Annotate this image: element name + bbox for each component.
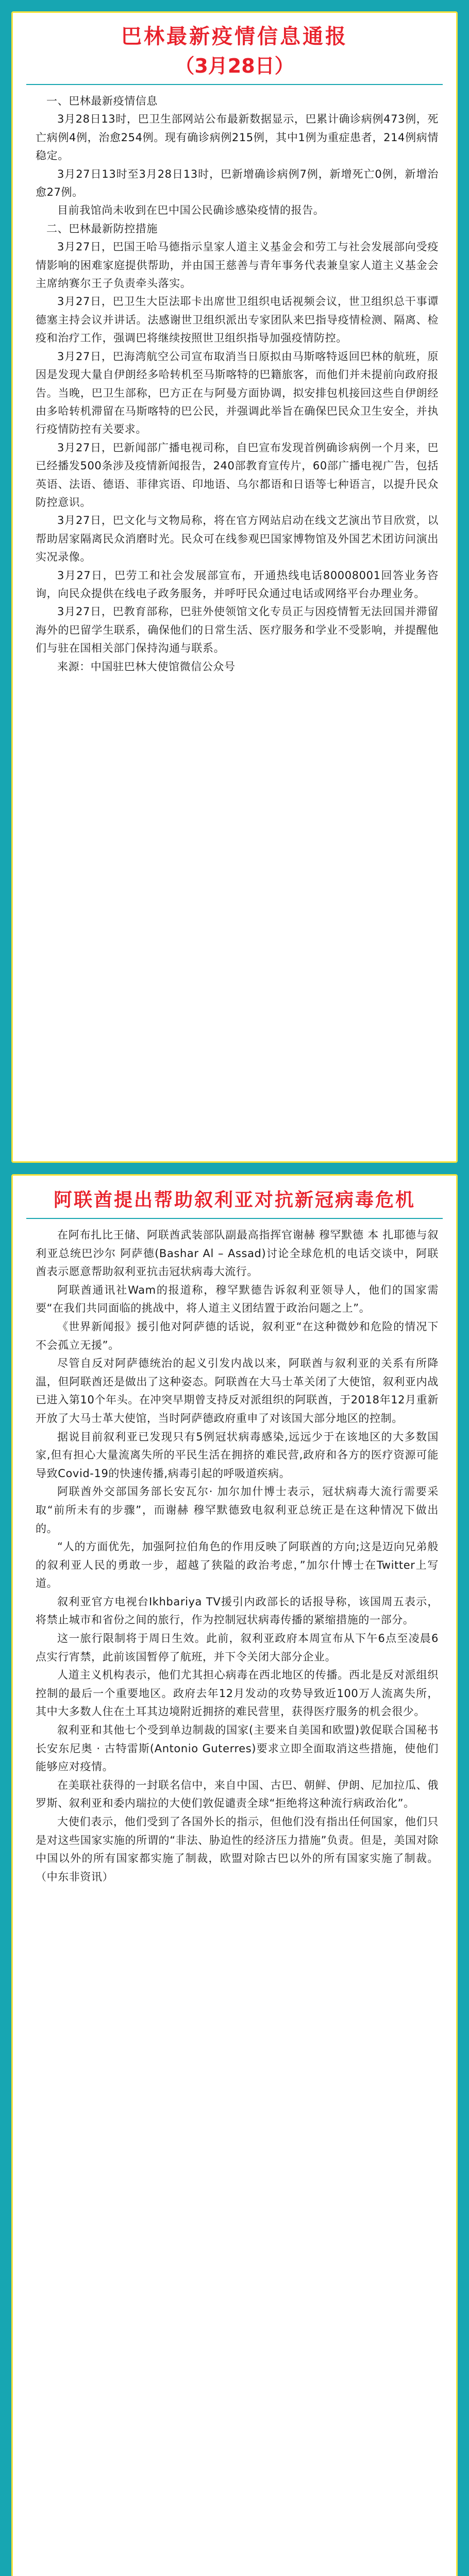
paragraph: 尽管自反对阿萨德统治的起义引发内战以来，阿联酋与叙利亚的关系有所降温，但阿联酋还是做出了这种姿态。阿联酋在大马士革关闭了大使馆，叙利亚内战已进入第10个年头。在冲突早期曾支持反对派组织的阿联酋，于2018年12月重新开放了大马士革大使馆，当时阿萨德政府重申了对该国大部分地区的控制。 <box>36 1357 439 1425</box>
section-heading: 二、巴林最新防控措施 <box>46 222 158 235</box>
paragraph: 据说目前叙利亚已发现只有5例冠状病毒感染,远远少于在该地区的大多数国家,但有担心大量流离失所的平民生活在拥挤的难民营,政府和各方的医疗资源可能导致Covid-19的快速传播,病毒引起的呼吸道疾病。 <box>36 1430 439 1480</box>
source-line: 来源：中国驻巴林大使馆微信公众号 <box>57 660 236 673</box>
bahrain-notice-date: （3月28日） <box>175 55 294 77</box>
paragraph: 阿联酋通讯社Wam的报道称，穆罕默德告诉叙利亚领导人，他们的国家需要“在我们共同面临的挑战中，将人道主义团结置于政治问题之上”。 <box>36 1283 439 1315</box>
paragraph: 3月28日13时，巴卫生部网站公布最新数据显示，巴累计确诊病例473例，死亡病例4例，治愈254例。现有确诊病例215例，其中1例为重症患者，214例病情稳定。 <box>36 113 439 162</box>
paragraph: 3月27日，巴海湾航空公司宣布取消当日原拟由马斯喀特返回巴林的航班，原因是发现大量自伊朗经多哈转机至马斯喀特的巴籍旅客，而他们并未提前向政府报告。当晚，巴卫生部称，巴方正在与阿曼方面协调，拟安排包机接回这些自伊朗经由多哈转机滞留在马斯喀特的巴公民，并强调此举旨在确保巴民众卫生安全，并执行疫情防控有关要求。 <box>36 350 439 436</box>
paragraph: 3月27日13时至3月28日13时，巴新增确诊病例7例，新增死亡0例，新增治愈27例。 <box>36 167 439 199</box>
paragraph: 在阿布扎比王储、阿联酋武装部队副最高指挥官谢赫 穆罕默德 本 扎耶德与叙利亚总统巴沙尔 阿萨德(Bashar Al – Assad)讨论全球危机的电话交谈中，阿联酋表示愿意帮助叙利亚抗击冠状病毒大流行。 <box>36 1229 439 1278</box>
paragraph: 3月27日，巴国王哈马德指示皇家人道主义基金会和劳工与社会发展部向受疫情影响的困难家庭提供帮助，并由国王慈善与青年事务代表兼皇家人道主义基金会主席纳赛尔王子负责牵头落实。 <box>36 241 439 290</box>
uae-syria-article-card <box>11 1174 458 2576</box>
title-divider <box>26 1218 443 1219</box>
bahrain-notice-title: 巴林最新疫情信息通报 <box>121 25 348 48</box>
paragraph: 3月27日，巴教育部称，巴驻外使领馆文化专员正与因疫情暂无法回国并滞留海外的巴留学生联系，确保他们的日常生活、医疗服务和学业不受影响，并提醒他们与驻在国相关部门保持沟通与联系。 <box>36 605 439 655</box>
paragraph: 人道主义机构表示，他们尤其担心病毒在西北地区的传播。西北是反对派组织控制的最后一个重要地区。政府去年12月发动的攻势导致近100万人流离失所，其中大多数人住在土耳其边境附近拥挤的难民营里，获得医疗服务的机会很少。 <box>36 1669 439 1718</box>
uae-syria-article-title: 阿联酋提出帮助叙利亚对抗新冠病毒危机 <box>53 1190 415 1211</box>
paragraph: 3月27日，巴劳工和社会发展部宣布，开通热线电话80008001回答业务咨询，向民众提供在线电子政务服务，并呼吁民众通过电话或网络平台办理业务。 <box>36 569 439 600</box>
paragraph: 3月27日，巴文化与文物局称，将在官方网站启动在线文艺演出节目欣赏，以帮助居家隔离民众消磨时光。民众可在线参观巴国家博物馆及外国艺术团访问演出实况录像。 <box>36 514 439 564</box>
paragraph: 在美联社获得的一封联名信中，来自中国、古巴、朝鲜、伊朗、尼加拉瓜、俄罗斯、叙利亚和委内瑞拉的大使们敦促谴责全球“拒绝将这种流行病政治化”。 <box>36 1778 439 1810</box>
paragraph: “人的方面优先，加强阿拉伯角色的作用反映了阿联酋的方向;这是迈向兄弟般的叙利亚人民的勇敢一步，超越了狭隘的政治考虑，”加尔什博士在Twitter上写道。 <box>36 1540 439 1590</box>
section-heading: 一、巴林最新疫情信息 <box>46 95 158 107</box>
uae-syria-article-body <box>13 1226 456 1886</box>
paragraph: 3月27日，巴卫生大臣法耶卡出席世卫组织电话视频会议，世卫组织总干事谭德塞主持会议并讲话。法感谢世卫组织派出专家团队来巴指导疫情检测、隔离、检疫和治疗工作，强调巴将继续按照世卫组织指导加强疫情防控。 <box>36 295 439 345</box>
title-divider <box>26 84 443 85</box>
paragraph: 叙利亚官方电视台Ikhbariya TV援引内政部长的话报导称，该国周五表示，将禁止城市和省份之间的旅行，作为控制冠状病毒传播的紧缩措施的一部分。 <box>36 1595 439 1626</box>
paragraph: 叙利亚和其他七个受到单边制裁的国家(主要来自美国和欧盟)敦促联合国秘书长安东尼奥 · 古特雷斯(Antonio Guterres)要求立即全面取消这些措施，使他们能够应对疫情。 <box>36 1724 439 1773</box>
bahrain-notice-card <box>11 11 458 1163</box>
paragraph: 目前我馆尚未收到在巴中国公民确诊感染疫情的报告。 <box>57 204 325 217</box>
paragraph: 3月27日，巴新闻部广播电视司称，自巴宣布发现首例确诊病例一个月来，巴已经播发500条涉及疫情新闻报告，240部教育宣传片，60部广播电视广告，包括英语、法语、德语、菲律宾语、印地语、乌尔都语和日语等七种语言，以提升民众防控意识。 <box>36 441 439 509</box>
paragraph: 《世界新闻报》援引他对阿萨德的话说，叙利亚“在这种微妙和危险的情况下不会孤立无援”。 <box>36 1320 439 1351</box>
paragraph: 大使们表示，他们受到了各国外长的指示，但他们没有指出任何国家，他们只是对这些国家实施的所谓的“非法、胁迫性的经济压力措施”负责。但是，美国对除中国以外的所有国家都实施了制裁，欧盟对除古巴以外的所有国家实施了制裁。（中东非资讯） <box>36 1816 439 1883</box>
paragraph: 这一旅行限制将于周日生效。此前，叙利亚政府本周宣布从下午6点至凌晨6点实行宵禁，此前该国暂停了航班，并下令关闭大部分企业。 <box>36 1632 439 1663</box>
bahrain-notice-body <box>13 92 456 676</box>
paragraph: 阿联酋外交部国务部长安瓦尔· 加尔加什博士表示，冠状病毒大流行需要采取“前所未有的步骤”，而谢赫 穆罕默德致电叙利亚总统正是在这种情况下做出的。 <box>36 1485 439 1535</box>
